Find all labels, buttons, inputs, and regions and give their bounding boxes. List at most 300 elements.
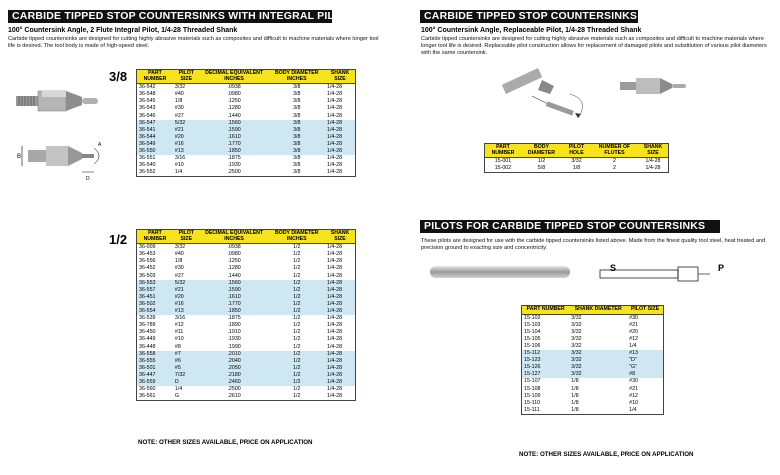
pilot-illustration: [428, 258, 578, 288]
table-cell: 36-545: [139, 98, 156, 105]
table-cell: 1/4-28: [327, 169, 343, 176]
table-cell: 36-453: [139, 251, 156, 258]
table-cell: 36-554: [137, 308, 173, 315]
table-cell: 1/4-28: [327, 162, 343, 169]
table-row: [522, 371, 664, 378]
table-row: [137, 105, 356, 112]
table-cell: #7: [173, 351, 200, 358]
dimension-label-p: P: [718, 263, 725, 273]
table-cell: 1/2: [293, 315, 301, 322]
table-header-row: [485, 144, 669, 158]
table-cell: 3/8: [293, 98, 301, 105]
table-cell: .0980: [227, 251, 241, 258]
table-cell: 1/4-28: [327, 84, 343, 91]
integral-pilot-countersink-illustration: [12, 82, 107, 122]
table-cell: 1/4-28: [325, 358, 356, 365]
table-cell: "G": [627, 364, 663, 371]
table-row: [137, 393, 356, 401]
table-cell: 1/2: [293, 251, 301, 258]
table-cell: 5/32: [173, 120, 200, 127]
table-cell: 1/2: [269, 351, 326, 358]
table-cell: .0980: [227, 91, 241, 98]
table-cell: 1/2: [293, 265, 301, 272]
table-cell: 3/32: [569, 350, 627, 357]
svg-text:B: B: [17, 154, 22, 160]
table-cell: 1/4-28: [327, 315, 343, 322]
table-header-row: [522, 306, 664, 315]
table-cell: 3/16: [174, 155, 186, 162]
table-cell: 36-555: [137, 358, 173, 365]
table-cell: 15-107: [524, 378, 541, 385]
size-label-38: 3/8: [109, 69, 128, 84]
table-row: [137, 98, 356, 105]
table-cell: 1/2: [293, 258, 301, 265]
table-row: [137, 148, 356, 155]
table-cell: 1/4-28: [327, 91, 343, 98]
table-cell: 3/32: [571, 335, 582, 342]
table-cell: 36-553: [137, 280, 173, 287]
table-cell: 1/4-28: [327, 244, 343, 251]
table-cell: 1/4-28: [325, 134, 356, 141]
size-label-12: 1/2: [109, 232, 128, 247]
table-cell: 1/4-28: [327, 336, 343, 343]
table-row: [137, 134, 356, 141]
table-row: [522, 350, 664, 357]
table-cell: 15-106: [524, 342, 541, 349]
table-cell: .2460: [200, 379, 269, 386]
table-cell: 1/4-28: [327, 322, 343, 329]
table-cell: 1/4-28: [327, 343, 343, 350]
table-cell: #12: [629, 392, 638, 399]
column-header: BODY DIAMETER: [521, 144, 562, 158]
table-cell: 15-002: [494, 165, 512, 172]
table-cell: 1/2: [293, 386, 301, 393]
column-header: PART NUMBER: [522, 306, 570, 315]
table-row: [137, 162, 356, 169]
table-row: [522, 400, 664, 407]
left-subtitle: 100° Countersink Angle, 2 Flute Integral Pilot, 1/4-28 Threaded Shank: [8, 27, 238, 34]
table-cell: .2010: [200, 351, 269, 358]
table-row: [137, 358, 356, 365]
right-top-description: Carbide tipped countersinks are designed for cutting highly abrasive materials such as composites and difficult to machine materials where longer tool life is desired. Replaceable pilot construction allows for replacement of damaged pilots and substitution of various pilot diameters with the same countersink.: [421, 36, 767, 56]
table-cell: 3/32: [174, 84, 186, 91]
column-header: PART NUMBER: [485, 144, 521, 158]
table-cell: "D": [627, 357, 663, 364]
table-cell: .2500: [227, 169, 241, 176]
right-top-title: CARBIDE TIPPED STOP COUNTERSINKS: [420, 10, 638, 23]
table-cell: 3/16: [174, 315, 186, 322]
table-cell: 36-543: [139, 105, 156, 112]
table-row: [137, 155, 356, 162]
table-row: [137, 351, 356, 358]
table-cell: 1/8: [571, 378, 579, 385]
table-cell: 1/2: [293, 272, 301, 279]
table-cell: 36-447: [137, 372, 173, 379]
table-cell: 1/4-28: [325, 351, 356, 358]
table-cell: 15-112: [522, 350, 570, 357]
table-cell: 36-542: [139, 84, 156, 91]
table-cell: #40: [174, 251, 184, 258]
table-cell: #8: [174, 343, 181, 350]
table-cell: #40: [174, 91, 184, 98]
table-cell: .1850: [200, 308, 269, 315]
table-cell: 1/4-28: [325, 308, 356, 315]
table-cell: 15-109: [524, 392, 541, 399]
table-cell: .1910: [227, 329, 241, 336]
table-cell: .1590: [200, 127, 269, 134]
table-cell: .1440: [227, 272, 241, 279]
table-cell: G: [174, 393, 180, 400]
table-cell: 1/4-28: [327, 386, 343, 393]
table-row: [137, 169, 356, 177]
table-cell: .2050: [200, 365, 269, 372]
table-cell: #12: [174, 322, 184, 329]
table-cell: 36-550: [137, 148, 173, 155]
table-cell: .1875: [227, 155, 241, 162]
table-cell: 3/8: [293, 84, 301, 91]
column-header: SHANK SIZE: [325, 230, 356, 244]
table-cell: 1/4-28: [327, 258, 343, 265]
table-cell: .1250: [227, 98, 241, 105]
table-cell: .1875: [227, 315, 241, 322]
table-cell: 3/8: [293, 155, 301, 162]
table-cell: #27: [174, 272, 184, 279]
table-cell: #30: [629, 378, 638, 385]
table-cell: 1/4-28: [327, 105, 343, 112]
column-header: SHANK SIZE: [325, 70, 356, 84]
table-cell: 1/2: [269, 294, 326, 301]
table-cell: .2040: [200, 358, 269, 365]
table-row: [485, 158, 669, 166]
table-3-8-body: [136, 69, 356, 177]
table-row: [522, 322, 664, 329]
table-cell: 36-561: [139, 393, 156, 400]
table-cell: 3/32: [571, 342, 582, 349]
table-row: [522, 393, 664, 400]
table-cell: 3/8: [293, 169, 301, 176]
table-cell: 3/32: [571, 328, 582, 335]
table-cell: 36-548: [139, 91, 156, 98]
table-cell: 15-103: [524, 321, 541, 328]
table-row: [522, 378, 664, 385]
table-cell: 1/2: [269, 372, 326, 379]
table-cell: 1/8: [572, 165, 581, 172]
table-cell: .1440: [227, 112, 241, 119]
table-cell: .1280: [227, 265, 241, 272]
table-cell: 36-544: [137, 134, 173, 141]
table-cell: 36-556: [139, 258, 156, 265]
left-note: NOTE: OTHER SIZES AVAILABLE, PRICE ON APPLICATION: [138, 439, 313, 446]
table-row: [137, 251, 356, 258]
table-cell: #20: [173, 294, 200, 301]
table-row: [522, 364, 664, 371]
table-row: [137, 336, 356, 343]
table-cell: .1770: [200, 301, 269, 308]
column-header: BODY DIAMETER INCHES: [269, 230, 326, 244]
table-cell: 1/8: [174, 98, 183, 105]
table-row: [137, 372, 356, 379]
table-cell: .2500: [227, 386, 241, 393]
table-cell: #16: [173, 301, 200, 308]
svg-text:A: A: [98, 142, 102, 148]
table-row: [137, 344, 356, 351]
table-cell: #30: [174, 105, 184, 112]
table-cell: 15-111: [524, 406, 540, 413]
table-row: [522, 336, 664, 343]
table-cell: 1/8: [571, 399, 579, 406]
table-cell: 1/4-28: [325, 379, 356, 386]
table-cell: .1770: [200, 141, 269, 148]
table-cell: 1/2: [293, 393, 301, 400]
table-cell: #21: [629, 321, 638, 328]
table-cell: 1/4-28: [325, 280, 356, 287]
table-cell: 2: [612, 158, 616, 165]
table-cell: 36-449: [139, 336, 156, 343]
table-row: [522, 386, 664, 393]
table-cell: #10: [629, 399, 638, 406]
column-header: PILOT SIZE: [627, 306, 663, 315]
table-cell: 1/2: [269, 280, 326, 287]
table-cell: 36-540: [139, 162, 156, 169]
table-cell: 1/4-28: [325, 287, 356, 294]
replaceable-pilot-exploded-illustration: [492, 66, 602, 138]
table-cell: 1/2: [269, 287, 326, 294]
table-cell: 1/4-28: [327, 251, 343, 258]
table-cell: 3/32: [569, 364, 627, 371]
table-cell: 36-539: [139, 315, 156, 322]
table-cell: #30: [629, 314, 638, 321]
table-cell: #6: [173, 358, 200, 365]
table-cell: .1850: [200, 148, 269, 155]
table-cell: 3/32: [571, 314, 582, 321]
table-cell: .2180: [200, 372, 269, 379]
table-cell: 7/32: [173, 372, 200, 379]
table-cell: 36-503: [139, 272, 156, 279]
table-cell: 1/4-28: [327, 265, 343, 272]
table-cell: .1990: [227, 343, 241, 350]
column-header: PART NUMBER: [137, 230, 173, 244]
table-cell: 1/4: [174, 386, 183, 393]
table-cell: #21: [629, 385, 638, 392]
table-row: [137, 294, 356, 301]
table-row: [137, 329, 356, 336]
table-cell: 3/8: [269, 148, 326, 155]
column-header: PART NUMBER: [137, 70, 173, 84]
table-cell: 1/4-28: [325, 301, 356, 308]
table-cell: #16: [173, 141, 200, 148]
column-header: SHANK SIZE: [638, 144, 669, 158]
table-cell: #10: [174, 336, 184, 343]
table-cell: 1/4-28: [325, 372, 356, 379]
table-cell: 1/4-28: [327, 98, 343, 105]
table-cell: 3/8: [293, 162, 301, 169]
svg-text:D: D: [86, 176, 90, 182]
table-cell: 1/4-28: [325, 148, 356, 155]
table-cell: .1590: [200, 287, 269, 294]
column-header: PILOT HOLE: [562, 144, 591, 158]
table-cell: 5/8: [537, 165, 546, 172]
table-cell: #13: [173, 148, 200, 155]
right-bottom-description: These pilots are designed for use with the carbide tipped countersinks listed above. Made from the finest quality tool steel, heat treated and precision ground to exacting size and concentricity.: [421, 238, 766, 251]
table-cell: 15-104: [524, 328, 541, 335]
table-row: [137, 91, 356, 98]
table-row: [137, 141, 356, 148]
left-description: Carbide tipped countersinks are designed for cutting highly abrasive materials such as composites and difficult to machine materials where longer tool life is desired. The tool body is made of high-speed steel.: [8, 36, 379, 49]
table-row: [137, 273, 356, 280]
table-cell: 36-789: [139, 322, 156, 329]
table-1-2-body: [136, 229, 356, 401]
table-cell: 36-009: [139, 244, 156, 251]
table-cell: 36-559: [137, 379, 173, 386]
table-cell: 1/8: [571, 406, 579, 413]
table-cell: 3/8: [293, 112, 301, 119]
table-cell: 36-451: [137, 294, 173, 301]
table-cell: 36-448: [139, 343, 156, 350]
table-row: [522, 343, 664, 350]
table-cell: #21: [173, 287, 200, 294]
table-cell: 1/8: [174, 258, 183, 265]
table-cell: 5/32: [173, 280, 200, 287]
table-cell: D: [173, 379, 200, 386]
table-row: [137, 84, 356, 92]
table-cell: 3/8: [269, 134, 326, 141]
table-cell: 3/32: [569, 371, 627, 378]
table-cell: #20: [629, 328, 638, 335]
table-cell: 1/2: [293, 244, 301, 251]
table-cell: 15-110: [524, 399, 541, 406]
table-cell: 1/4: [174, 169, 183, 176]
table-row: [137, 258, 356, 265]
column-header: DECIMAL EQUIVALENT INCHES: [200, 70, 269, 84]
table-cell: 15-108: [524, 385, 541, 392]
table-header-row: [137, 70, 356, 84]
table-cell: 3/32: [569, 357, 627, 364]
table-cell: 1/2: [293, 336, 301, 343]
table-cell: 1/4-28: [327, 155, 343, 162]
table-cell: 36-557: [137, 287, 173, 294]
table-cell: 1/8: [571, 392, 579, 399]
table-row: [137, 308, 356, 315]
table-cell: 36-450: [139, 329, 156, 336]
table-row: [522, 314, 664, 322]
table-cell: .1610: [200, 294, 269, 301]
table-cell: 1/4-28: [327, 393, 343, 400]
table-cell: 3/8: [269, 127, 326, 134]
table-cell: 1/4-28: [327, 329, 343, 336]
table-row: [137, 120, 356, 127]
table-row: [522, 357, 664, 364]
table-cell: 3/8: [269, 120, 326, 127]
table-cell: .1250: [227, 258, 241, 265]
table-cell: #13: [627, 350, 663, 357]
table-cell: 36-560: [139, 386, 156, 393]
table-row: [137, 315, 356, 322]
table-cell: 1/4-28: [325, 120, 356, 127]
table-cell: 1/2: [269, 301, 326, 308]
table-cell: 1/4: [629, 406, 637, 413]
table-cell: 1/4-28: [645, 165, 661, 172]
table-cell: .2610: [227, 393, 241, 400]
table-cell: 36-452: [139, 265, 156, 272]
table-cell: .1930: [227, 162, 241, 169]
table-cell: 36-551: [139, 155, 156, 162]
table-cell: #8: [627, 371, 663, 378]
column-header: BODY DIAMETER INCHES: [269, 70, 326, 84]
table-row: [137, 280, 356, 287]
table-cell: 1/2: [269, 308, 326, 315]
table-cell: 3/8: [293, 91, 301, 98]
table-row: [485, 165, 669, 173]
table-cell: 2: [612, 165, 616, 172]
left-title: CARBIDE TIPPED STOP COUNTERSINKS WITH INTEGRAL PILOT: [8, 10, 332, 23]
table-row: [137, 287, 356, 294]
table-cell: .0938: [227, 244, 241, 251]
table-cell: 36-547: [137, 120, 173, 127]
table-header-row: [137, 230, 356, 244]
table-row: [137, 113, 356, 120]
table-cell: .0938: [227, 84, 241, 91]
table-cell: 36-546: [139, 112, 156, 119]
table-cell: 36-501: [137, 365, 173, 372]
table-cell: .1280: [227, 105, 241, 112]
table-cell: .1560: [200, 280, 269, 287]
table-cell: #13: [173, 308, 200, 315]
table-cell: 3/32: [571, 321, 582, 328]
table-row: [137, 365, 356, 372]
table-cell: 1/2: [269, 358, 326, 365]
table-cell: .1560: [200, 120, 269, 127]
table-cell: 1/4: [629, 342, 637, 349]
column-header: NUMBER OF FLUTES: [591, 144, 638, 158]
table-cell: 36-558: [137, 351, 173, 358]
table-cell: #11: [174, 329, 184, 336]
table-row: [137, 127, 356, 134]
table-cell: 1/2: [537, 158, 546, 165]
table-cell: 15-105: [524, 335, 541, 342]
table-row: [522, 407, 664, 415]
table-cell: 15-123: [522, 357, 570, 364]
right-bottom-title: PILOTS FOR CARBIDE TIPPED STOP COUNTERSINKS: [420, 220, 720, 233]
table-cell: 15-127: [522, 371, 570, 378]
table-cell: 1/4-28: [325, 365, 356, 372]
table-cell: 3/8: [269, 141, 326, 148]
table-cell: .1890: [227, 322, 241, 329]
table-cell: 15-001: [494, 158, 512, 165]
table-row: [137, 379, 356, 386]
column-header: SHANK DIAMETER: [569, 306, 627, 315]
replaceable-pilot-countersink-illustration: [618, 70, 690, 100]
table-cell: 1/8: [571, 385, 579, 392]
table-cell: #20: [173, 134, 200, 141]
table-cell: 1/4-28: [327, 112, 343, 119]
table-cell: 36-502: [137, 301, 173, 308]
table-cell: 1/2: [269, 379, 326, 386]
table-pilots: [521, 305, 664, 415]
table-row: [137, 244, 356, 252]
table-cell: .1930: [227, 336, 241, 343]
table-cell: #30: [174, 265, 184, 272]
table-row: [137, 322, 356, 329]
table-cell: #12: [629, 335, 638, 342]
table-cell: .1610: [200, 134, 269, 141]
table-cell: #5: [173, 365, 200, 372]
table-cell: 1/4-28: [645, 158, 661, 165]
table-row: [137, 301, 356, 308]
table-cell: 1/2: [293, 329, 301, 336]
column-header: PILOT SIZE: [173, 230, 200, 244]
table-cell: #27: [174, 112, 184, 119]
table-cell: 36-552: [139, 169, 156, 176]
